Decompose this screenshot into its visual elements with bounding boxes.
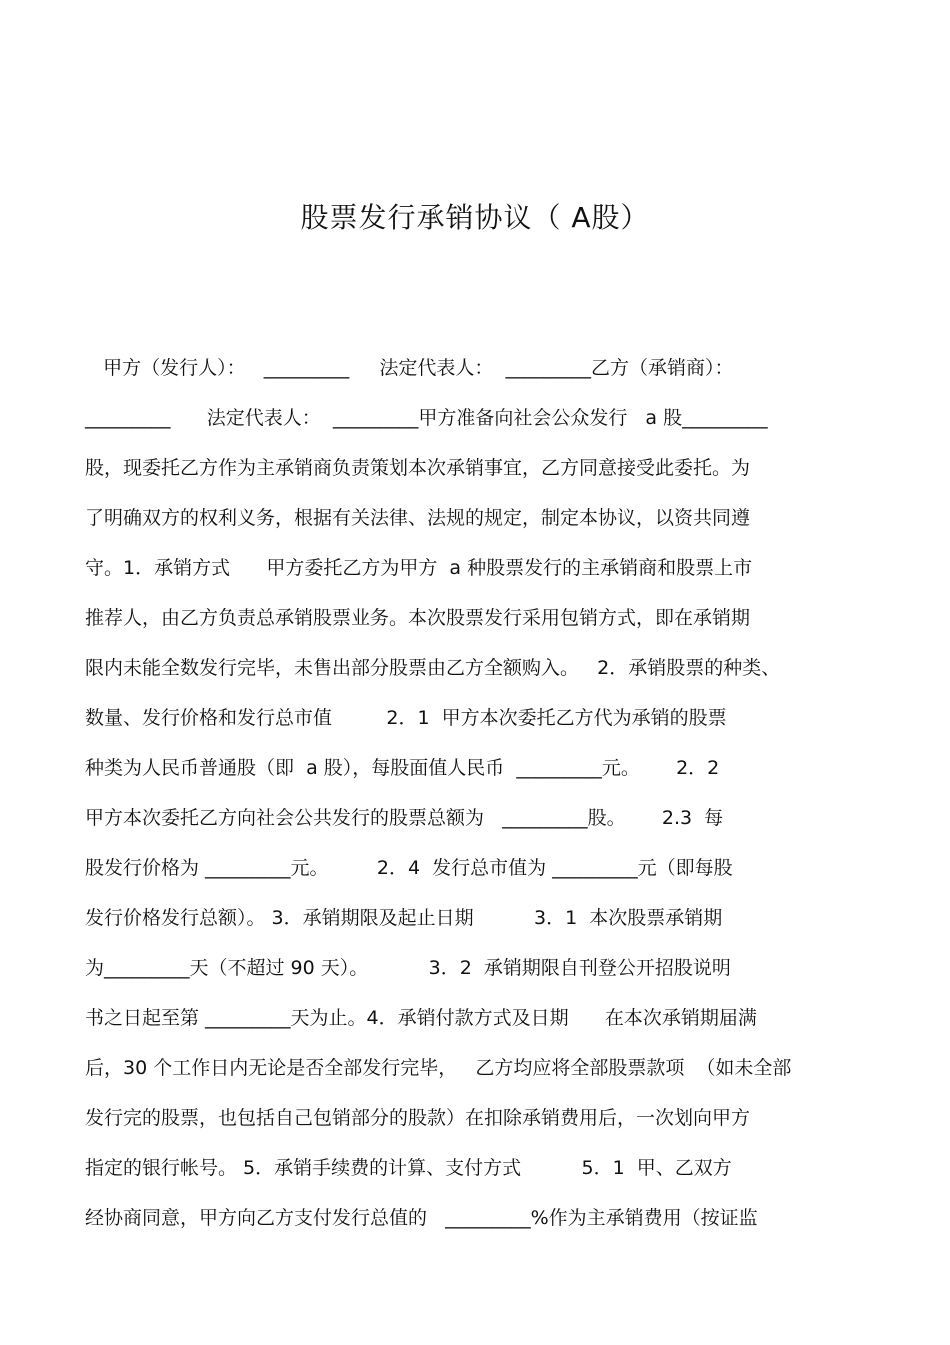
body-line: 书之日起至第 _________天为止。4．承销付款方式及日期 在本次承销期届满 xyxy=(85,1007,757,1029)
body-line: 股，现委托乙方作为主承销商负责策划本次承销事宜，乙方同意接受此委托。为 xyxy=(85,457,751,479)
body-line: 后，30 个工作日内无论是否全部发行完毕， 乙方均应将全部股票款项 （如未全部 xyxy=(85,1057,792,1079)
body-line: 甲方本次委托乙方向社会公共发行的股票总额为 _________股。 2.3 每 xyxy=(85,807,724,829)
body-line: 发行完的股票，也包括自己包销部分的股款）在扣除承销费用后，一次划向甲方 xyxy=(85,1107,751,1129)
body-line: 甲方（发行人）： _________ 法定代表人： _________乙方（承销商）： xyxy=(85,357,734,379)
body-line: _________ 法定代表人： _________甲方准备向社会公众发行 a 股_________ xyxy=(85,407,768,429)
body-line: 限内未能全数发行完毕，未售出部分股票由乙方全额购入。 2．承销股票的种类、 xyxy=(85,657,781,679)
body-line: 股发行价格为 _________元。 2．4 发行总市值为 _________元（即每股 xyxy=(85,857,733,879)
body-line: 守。1．承销方式 甲方委托乙方为甲方 a 种股票发行的主承销商和股票上市 xyxy=(85,557,753,579)
body-line: 为_________天（不超过 90 天）。 3．2 承销期限自刊登公开招股说明 xyxy=(85,957,731,979)
body-line: 数量、发行价格和发行总市值 2．1 甲方本次委托乙方代为承销的股票 xyxy=(85,707,727,729)
body-line: 种类为人民币普通股（即 a 股），每股面值人民币 _________元。 2．2 xyxy=(85,757,720,779)
body-line: 了明确双方的权利义务，根据有关法律、法规的规定，制定本协议，以资共同遵 xyxy=(85,507,751,529)
document-title: 股票发行承销协议（ A股） xyxy=(300,201,650,234)
body-line: 指定的银行帐号。 5．承销手续费的计算、支付方式 5．1 甲、乙双方 xyxy=(85,1157,732,1179)
body-line: 发行价格发行总额）。 3．承销期限及起止日期 3．1 本次股票承销期 xyxy=(85,907,723,929)
body-line: 经协商同意，甲方向乙方支付发行总值的 _________%作为主承销费用（按证监 xyxy=(85,1207,758,1229)
body-line: 推荐人，由乙方负责总承销股票业务。本次股票发行采用包销方式，即在承销期 xyxy=(85,607,751,629)
